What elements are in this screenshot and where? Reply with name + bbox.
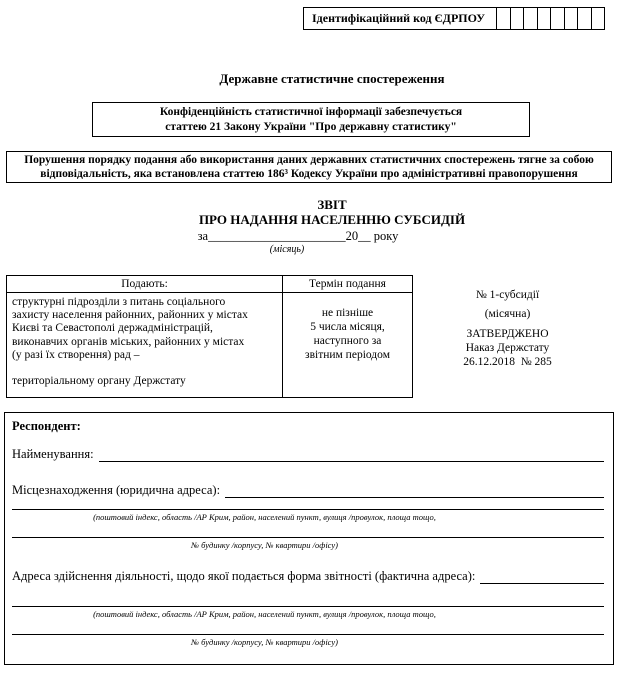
legal-address-line-2[interactable]: [12, 509, 604, 510]
deadline-column-header: Термін подання: [309, 278, 386, 290]
legal-address-label: Місцезнаходження (юридична адреса):: [12, 483, 221, 497]
period-caption: (місяць): [269, 244, 305, 255]
edrpou-cell[interactable]: [577, 7, 592, 30]
actual-address-input-line[interactable]: [480, 569, 604, 584]
report-title: ЗВІТ: [317, 197, 347, 212]
respondent-label: Респондент:: [12, 419, 81, 433]
submitters-line: захисту населення районних, районних у містах: [12, 309, 248, 322]
deadline-line: звітним періодом: [305, 349, 390, 361]
submitters-line: виконавчих органів міських, районних у містах: [12, 335, 245, 348]
actual-address-row: [12, 569, 604, 584]
address-caption-part1: (поштовий індекс, область /АР Крим, район, населений пункт, вулиця /провулок, площа тощо,: [93, 609, 436, 619]
name-label: Найменування:: [12, 447, 94, 461]
actual-address-line-3[interactable]: [12, 634, 604, 635]
actual-address-line-2[interactable]: [12, 606, 604, 607]
approval-order: Наказ Держстату: [465, 342, 550, 354]
address-caption-part2: № будинку /корпусу, № квартири /офісу): [190, 540, 338, 550]
edrpou-cell[interactable]: [523, 7, 538, 30]
violation-line-1: Порушення порядку подання або використання даних державних статистичних спостережень тягне за собою: [24, 154, 594, 166]
actual-address-label: Адреса здійснення діяльності, щодо якої подається форма звітності (фактична адреса):: [12, 569, 476, 583]
name-input-line[interactable]: [99, 447, 604, 462]
observation-heading: Державне статистичне спостереження: [219, 71, 445, 86]
legal-address-input-line[interactable]: [225, 483, 604, 498]
edrpou-cell[interactable]: [591, 7, 606, 30]
submitters-cell: [7, 293, 283, 397]
edrpou-cell[interactable]: [564, 7, 579, 30]
submission-table: [6, 275, 413, 398]
submitters-spacer: [12, 362, 280, 375]
respondent-section: [4, 412, 614, 665]
edrpou-label: Ідентифікаційний код ЄДРПОУ: [303, 7, 497, 30]
edrpou-cell[interactable]: [537, 7, 552, 30]
edrpou-box: [303, 7, 605, 30]
submitters-line: (у разі їх створення) рад –: [12, 348, 140, 361]
violation-notice: [6, 151, 612, 183]
address-caption-part2: № будинку /корпусу, № квартири /офісу): [190, 637, 338, 647]
legal-address-row: [12, 483, 604, 498]
confidentiality-line-1: Конфіденційність статистичної інформації забезпечується: [159, 106, 463, 118]
period-blank-line[interactable]: за______________________20__ року: [197, 229, 399, 243]
violation-line-2: відповідальність, яка встановлена статтею 186³ Кодексу України про адміністративні правопорушення: [40, 168, 578, 180]
deadline-line: не пізніше: [321, 307, 374, 319]
submission-table-header: [7, 276, 412, 293]
approval-order-date: 26.12.2018 № 285: [463, 356, 552, 368]
form-info-block: [402, 288, 613, 369]
edrpou-cell[interactable]: [510, 7, 525, 30]
approved-label: ЗАТВЕРДЖЕНО: [466, 328, 549, 340]
deadline-line: наступного за: [313, 335, 382, 347]
report-subtitle: ПРО НАДАННЯ НАСЕЛЕННЮ СУБСИДІЙ: [198, 212, 466, 227]
name-row: [12, 447, 604, 462]
confidentiality-line-2: статтею 21 Закону України "Про державну статистику": [165, 121, 457, 133]
submitters-line: Києві та Севастополі держадміністрацій,: [12, 322, 213, 335]
legal-address-line-3[interactable]: [12, 537, 604, 538]
submission-table-body: [7, 293, 412, 397]
form-number: № 1-субсидії: [475, 289, 540, 301]
form-periodicity: (місячна): [484, 308, 531, 320]
edrpou-cell[interactable]: [550, 7, 565, 30]
deadline-line: 5 числа місяця,: [310, 321, 385, 333]
edrpou-cell[interactable]: [496, 7, 511, 30]
report-title-block: [44, 197, 620, 255]
address-caption-part1: (поштовий індекс, область /АР Крим, район, населений пункт, вулиця /провулок, площа тощо,: [93, 512, 436, 522]
submitters-line: структурні підрозділи з питань соціального: [12, 296, 226, 308]
submitters-recipient: територіальному органу Держстату: [12, 375, 186, 388]
edrpou-cells: [497, 7, 605, 30]
submitters-column-header: Подають:: [7, 276, 283, 292]
confidentiality-notice: [92, 102, 530, 137]
deadline-cell: [283, 293, 412, 397]
